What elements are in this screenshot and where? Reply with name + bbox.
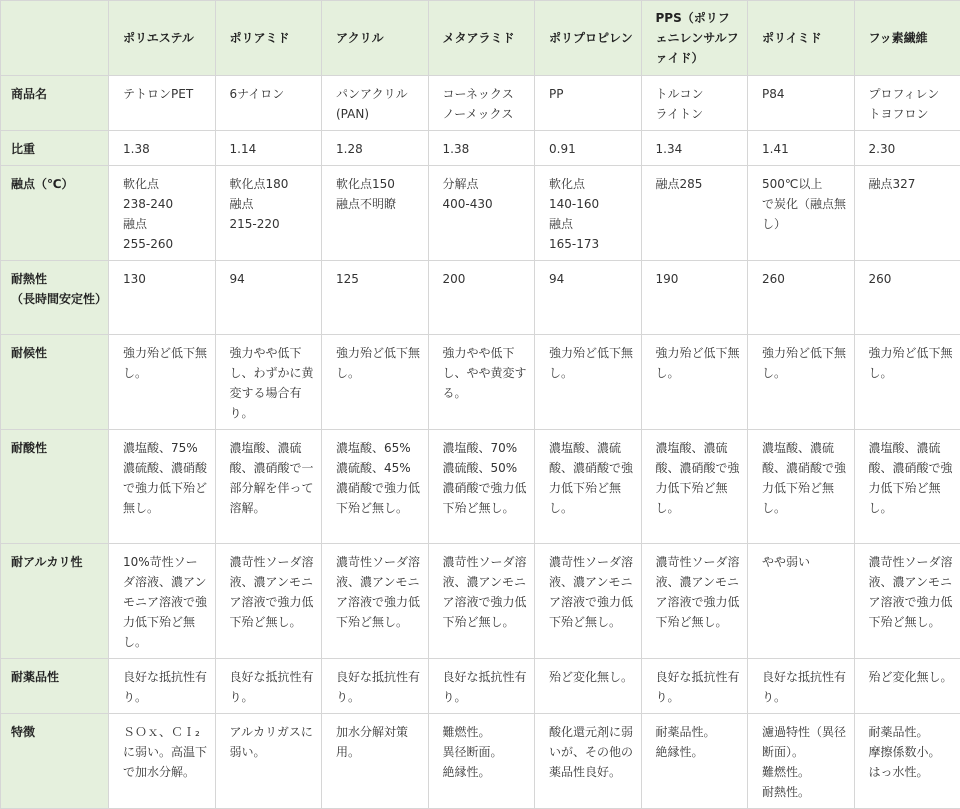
table-row (1, 131, 960, 166)
table-cell: やや弱い (748, 544, 855, 659)
table-cell: 耐薬品性。 摩擦係数小。 はっ水性。 (854, 714, 960, 809)
table-cell: 融点327 (854, 166, 960, 261)
table-cell: 良好な抵抗性有り。 (322, 659, 429, 714)
table-cell: 濃苛性ソーダ溶液、濃アンモニア溶液で強力低下殆ど無し。 (215, 544, 322, 659)
table-cell: 殆ど変化無し。 (535, 659, 642, 714)
table-row (1, 76, 960, 131)
column-header-meta-aramid: メタアラミド (428, 1, 535, 76)
table-cell: 濃苛性ソーダ溶液、濃アンモニア溶液で強力低下殆ど無し。 (428, 544, 535, 659)
table-cell: 軟化点 238-240 融点 255-260 (109, 166, 216, 261)
table-cell: 200 (428, 261, 535, 335)
table-cell: 分解点 400-430 (428, 166, 535, 261)
table-cell: 濃塩酸、70%濃硫酸、50%濃硝酸で強力低下殆ど無し。 (428, 430, 535, 544)
table-cell: パンアクリル (PAN) (322, 76, 429, 131)
table-cell: 濃苛性ソーダ溶液、濃アンモニア溶液で強力低下殆ど無し。 (641, 544, 748, 659)
column-header-polyester: ポリエステル (109, 1, 216, 76)
table-cell: 2.30 (854, 131, 960, 166)
row-header: 耐酸性 (1, 430, 109, 544)
corner-cell (1, 1, 109, 76)
column-header-polypropylene: ポリプロピレン (535, 1, 642, 76)
row-header: 特徴 (1, 714, 109, 809)
row-header: 耐候性 (1, 335, 109, 430)
table-cell: 良好な抵抗性有り。 (748, 659, 855, 714)
header-row (1, 1, 960, 76)
table-row (1, 714, 960, 809)
table-cell: 6ナイロン (215, 76, 322, 131)
table-cell: トルコン ライトン (641, 76, 748, 131)
table-cell: 軟化点 140-160 融点 165-173 (535, 166, 642, 261)
table-cell: 良好な抵抗性有り。 (641, 659, 748, 714)
table-cell: 94 (215, 261, 322, 335)
table-cell: 濃苛性ソーダ溶液、濃アンモニア溶液で強力低下殆ど無し。 (854, 544, 960, 659)
table-cell: 濃塩酸、75%濃硫酸、濃硝酸で強力低下殆ど無し。 (109, 430, 216, 544)
table-row (1, 335, 960, 430)
table-cell: 1.38 (109, 131, 216, 166)
column-header-polyamide: ポリアミド (215, 1, 322, 76)
table-cell: 濾過特性（異径断面）。 難燃性。 耐熱性。 (748, 714, 855, 809)
row-header: 耐アルカリ性 (1, 544, 109, 659)
table-row (1, 166, 960, 261)
table-cell: 10%苛性ソーダ溶液、濃アンモニア溶液で強力低下殆ど無し。 (109, 544, 216, 659)
table-cell: プロフィレン トヨフロン (854, 76, 960, 131)
table-row (1, 659, 960, 714)
column-header-acrylic: アクリル (322, 1, 429, 76)
table-cell: 94 (535, 261, 642, 335)
table-cell: 濃塩酸、濃硫酸、濃硝酸で強力低下殆ど無し。 (854, 430, 960, 544)
table-row (1, 261, 960, 335)
table-cell: 強力殆ど低下無し。 (748, 335, 855, 430)
table-cell: 130 (109, 261, 216, 335)
table-cell: 濃塩酸、濃硫酸、濃硝酸で強力低下殆ど無し。 (641, 430, 748, 544)
table-cell: 耐薬品性。 絶縁性。 (641, 714, 748, 809)
row-header: 商品名 (1, 76, 109, 131)
table-cell: 1.41 (748, 131, 855, 166)
row-header: 融点（℃） (1, 166, 109, 261)
table-cell: テトロンPET (109, 76, 216, 131)
table-cell: アルカリガスに弱い。 (215, 714, 322, 809)
table-cell: 強力殆ど低下無し。 (322, 335, 429, 430)
table-cell: 濃塩酸、濃硫酸、濃硝酸で強力低下殆ど無し。 (748, 430, 855, 544)
table-cell: 軟化点180 融点 215-220 (215, 166, 322, 261)
table-cell: 難燃性。 異径断面。 絶縁性。 (428, 714, 535, 809)
table-cell: P84 (748, 76, 855, 131)
table-row (1, 544, 960, 659)
table-cell: 強力やや低下し、わずかに黄変する場合有り。 (215, 335, 322, 430)
table-cell: 強力殆ど低下無し。 (641, 335, 748, 430)
table-cell: 良好な抵抗性有り。 (215, 659, 322, 714)
table-cell: 良好な抵抗性有り。 (109, 659, 216, 714)
table-cell: 濃塩酸、濃硫酸、濃硝酸で一部分解を伴って溶解。 (215, 430, 322, 544)
table-cell: 強力殆ど低下無し。 (535, 335, 642, 430)
table-cell: PP (535, 76, 642, 131)
table-cell: 1.28 (322, 131, 429, 166)
table-cell: コーネックス ノーメックス (428, 76, 535, 131)
table-cell: 1.34 (641, 131, 748, 166)
table-cell: 濃塩酸、65%濃硫酸、45%濃硝酸で強力低下殆ど無し。 (322, 430, 429, 544)
column-header-pps: PPS（ポリフェニレンサルファイド） (641, 1, 748, 76)
table-cell: 融点285 (641, 166, 748, 261)
table-cell: 強力やや低下し、やや黄変する。 (428, 335, 535, 430)
table-cell: 加水分解対策用。 (322, 714, 429, 809)
table-cell: 190 (641, 261, 748, 335)
row-header: 比重 (1, 131, 109, 166)
table-cell: 濃苛性ソーダ溶液、濃アンモニア溶液で強力低下殆ど無し。 (322, 544, 429, 659)
table-cell: 良好な抵抗性有り。 (428, 659, 535, 714)
table-cell: 1.14 (215, 131, 322, 166)
table-cell: 1.38 (428, 131, 535, 166)
table-cell: 0.91 (535, 131, 642, 166)
table-row (1, 430, 960, 544)
table-cell: 濃塩酸、濃硫酸、濃硝酸で強力低下殆ど無し。 (535, 430, 642, 544)
column-header-fluorofiber: フッ素繊維 (854, 1, 960, 76)
table-cell: 125 (322, 261, 429, 335)
column-header-polyimide: ポリイミド (748, 1, 855, 76)
table-cell: 濃苛性ソーダ溶液、濃アンモニア溶液で強力低下殆ど無し。 (535, 544, 642, 659)
table-cell: 殆ど変化無し。 (854, 659, 960, 714)
table-cell: 260 (854, 261, 960, 335)
table-cell: 260 (748, 261, 855, 335)
table-cell: 酸化還元剤に弱いが、その他の薬品性良好。 (535, 714, 642, 809)
row-header: 耐熱性 （長時間安定性） (1, 261, 109, 335)
table-cell: 強力殆ど低下無し。 (109, 335, 216, 430)
table-cell: 500℃以上 で炭化（融点無し） (748, 166, 855, 261)
table-cell: 強力殆ど低下無し。 (854, 335, 960, 430)
table-cell: ＳＯｘ、ＣＩ₂に弱い。高温下で加水分解。 (109, 714, 216, 809)
row-header: 耐薬品性 (1, 659, 109, 714)
table-cell: 軟化点150 融点不明瞭 (322, 166, 429, 261)
